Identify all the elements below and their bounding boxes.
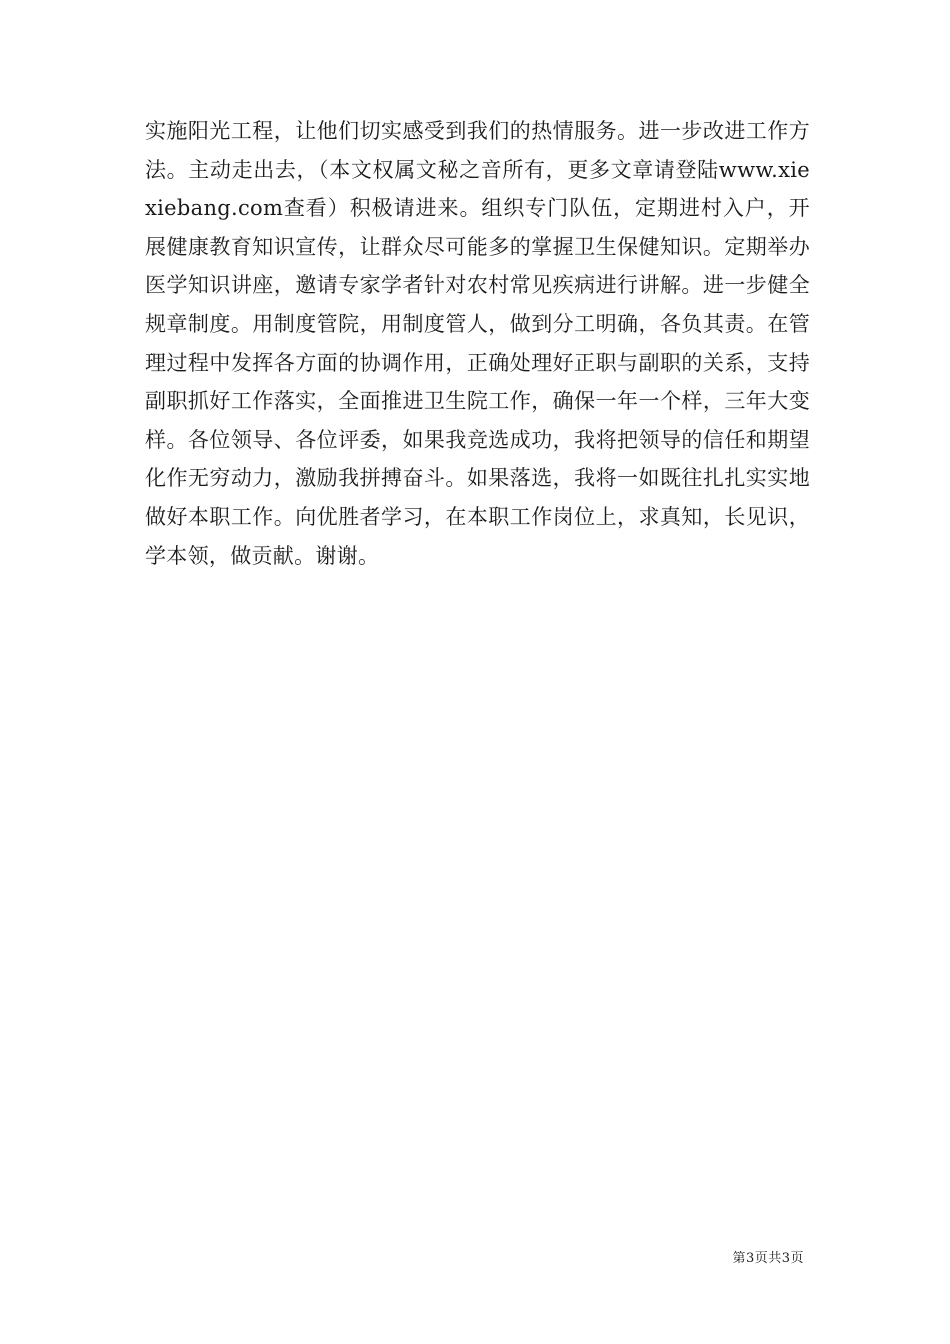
page-number: 第3页共3页 bbox=[732, 1251, 804, 1266]
body-paragraph: 实施阳光工程，让他们切实感受到我们的热情服务。进一步改进工作方法。主动走出去，（本文权属文秘之音所有，更多文章请登陆www.xiexiebang.com查看）积极请进来。组织专门队伍，定期进村入户，开展健康教育知识宣传，让群众尽可能多的掌握卫生保健知识。定期举办医学知识讲座，邀请专家学者针对农村常见疾病进行讲解。进一步健全规章制度。用制度管院，用制度管人，做到分工明确，各负其责。在管理过程中发挥各方面的协调作用，正确处理好正职与副职的关系，支持副职抓好工作落实，全面推进卫生院工作，确保一年一个样，三年大变样。各位领导、各位评委，如果我竞选成功，我将把领导的信任和期望化作无穷动力，激励我拼搏奋斗。如果落选，我将一如既往扎扎实实地做好本职工作。向优胜者学习，在本职工作岗位上，求真知，长见识，学本领，做贡献。谢谢。 bbox=[145, 119, 810, 568]
